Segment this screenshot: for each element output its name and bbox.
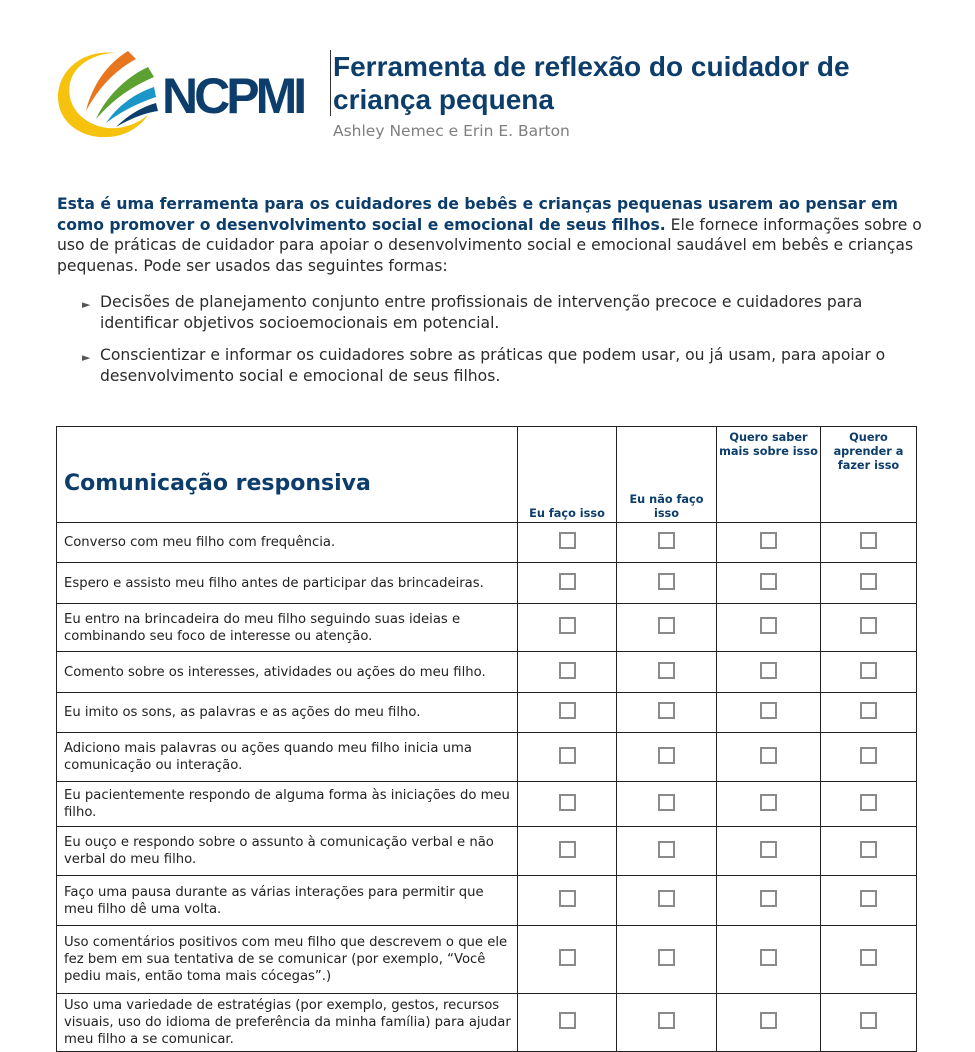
column-header-know-more: Quero saber mais sobre isso (717, 427, 821, 523)
checkbox-cell (821, 693, 917, 733)
table-header-row (57, 427, 917, 523)
checkbox-cell (717, 563, 821, 604)
checkbox-cell (617, 926, 717, 994)
checkbox-cell (617, 733, 717, 782)
column-header-learn: Quero aprender a fazer isso (821, 427, 917, 523)
table-row (57, 693, 917, 733)
know-more-checkbox[interactable] (760, 702, 777, 719)
dont-checkbox[interactable] (658, 702, 675, 719)
checkbox-cell (518, 876, 617, 926)
intro-paragraph (57, 194, 927, 276)
dont-checkbox[interactable] (658, 1012, 675, 1029)
do-checkbox[interactable] (559, 747, 576, 764)
know-more-checkbox[interactable] (760, 573, 777, 590)
checkbox-cell (821, 876, 917, 926)
dont-checkbox[interactable] (658, 949, 675, 966)
logo-text: NCPMI (162, 68, 304, 124)
triangle-bullet-icon: ► (82, 298, 91, 311)
usage-list (80, 292, 930, 398)
learn-checkbox[interactable] (860, 532, 877, 549)
triangle-bullet-icon: ► (82, 351, 91, 364)
checkbox-cell (518, 652, 617, 693)
dont-checkbox[interactable] (658, 532, 675, 549)
checkbox-cell (717, 733, 821, 782)
know-more-checkbox[interactable] (760, 617, 777, 634)
ncpmi-logo (56, 47, 306, 142)
checkbox-cell (821, 652, 917, 693)
checkbox-cell (821, 994, 917, 1052)
do-checkbox[interactable] (559, 573, 576, 590)
reflection-checklist (56, 426, 917, 1052)
list-item (80, 292, 930, 333)
know-more-checkbox[interactable] (760, 794, 777, 811)
do-checkbox[interactable] (559, 662, 576, 679)
checkbox-cell (617, 652, 717, 693)
table-row (57, 994, 917, 1052)
learn-checkbox[interactable] (860, 1012, 877, 1029)
checkbox-cell (617, 523, 717, 563)
do-checkbox[interactable] (559, 1012, 576, 1029)
practice-statement: Uso comentários positivos com meu filho que descrevem o que ele fez bem em sua tentativa de se comunicar (por exemplo, “Você pediu mais, então toma mais cócegas”.) (57, 926, 518, 994)
table-row (57, 782, 917, 827)
table-row (57, 926, 917, 994)
list-item-text: Decisões de planejamento conjunto entre profissionais de intervenção precoce e cuidadores para identificar objetivos socioemocionais em potencial. (100, 293, 863, 332)
dont-checkbox[interactable] (658, 794, 675, 811)
checkbox-cell (617, 693, 717, 733)
checkbox-cell (717, 693, 821, 733)
checkbox-cell (617, 994, 717, 1052)
checkbox-cell (821, 604, 917, 652)
ncpmi-logo-icon (56, 47, 166, 142)
checkbox-cell (518, 782, 617, 827)
intro-body: Ele fornece informações sobre o uso de práticas de cuidador para apoiar o desenvolvimento social e emocional saudável em bebês e crianças pequenas. Pode ser usados das seguintes formas: (57, 215, 922, 275)
table-row (57, 523, 917, 563)
table-row (57, 876, 917, 926)
do-checkbox[interactable] (559, 617, 576, 634)
checkbox-cell (717, 604, 821, 652)
learn-checkbox[interactable] (860, 841, 877, 858)
intro-lead: Esta é uma ferramenta para os cuidadores de bebês e crianças pequenas usarem ao pensar em como promover o desenvolvimento social e emocional de seus filhos. (57, 195, 898, 234)
checkbox-cell (518, 926, 617, 994)
know-more-checkbox[interactable] (760, 662, 777, 679)
checkbox-cell (821, 782, 917, 827)
know-more-checkbox[interactable] (760, 841, 777, 858)
practice-statement: Faço uma pausa durante as várias interações para permitir que meu filho dê uma volta. (57, 876, 518, 926)
practice-statement: Eu ouço e respondo sobre o assunto à comunicação verbal e não verbal do meu filho. (57, 827, 518, 876)
know-more-checkbox[interactable] (760, 949, 777, 966)
checkbox-cell (518, 693, 617, 733)
do-checkbox[interactable] (559, 841, 576, 858)
checkbox-cell (717, 876, 821, 926)
checkbox-cell (518, 827, 617, 876)
list-item (80, 345, 930, 386)
dont-checkbox[interactable] (658, 662, 675, 679)
dont-checkbox[interactable] (658, 890, 675, 907)
practice-statement: Eu imito os sons, as palavras e as ações do meu filho. (57, 693, 518, 733)
learn-checkbox[interactable] (860, 702, 877, 719)
know-more-checkbox[interactable] (760, 532, 777, 549)
checkbox-cell (717, 652, 821, 693)
checkbox-cell (717, 827, 821, 876)
do-checkbox[interactable] (559, 702, 576, 719)
do-checkbox[interactable] (559, 532, 576, 549)
table-row (57, 604, 917, 652)
document-title: Ferramenta de reflexão do cuidador de criança pequena (330, 50, 933, 116)
practice-statement: Eu entro na brincadeira do meu filho seguindo suas ideias e combinando seu foco de interesse ou atenção. (57, 604, 518, 652)
table-row (57, 827, 917, 876)
practice-statement: Espero e assisto meu filho antes de participar das brincadeiras. (57, 563, 518, 604)
checkbox-cell (617, 563, 717, 604)
table-row (57, 563, 917, 604)
checkbox-cell (717, 523, 821, 563)
checkbox-cell (518, 994, 617, 1052)
learn-checkbox[interactable] (860, 794, 877, 811)
practice-statement: Converso com meu filho com frequência. (57, 523, 518, 563)
do-checkbox[interactable] (559, 890, 576, 907)
checkbox-cell (518, 733, 617, 782)
learn-checkbox[interactable] (860, 617, 877, 634)
checkbox-cell (518, 523, 617, 563)
learn-checkbox[interactable] (860, 949, 877, 966)
table-row (57, 733, 917, 782)
learn-checkbox[interactable] (860, 747, 877, 764)
dont-checkbox[interactable] (658, 747, 675, 764)
know-more-checkbox[interactable] (760, 747, 777, 764)
checkbox-cell (717, 782, 821, 827)
practice-statement: Adiciono mais palavras ou ações quando meu filho inicia uma comunicação ou interação. (57, 733, 518, 782)
checkbox-cell (617, 876, 717, 926)
learn-checkbox[interactable] (860, 890, 877, 907)
practice-statement: Uso uma variedade de estratégias (por exemplo, gestos, recursos visuais, uso do idioma de preferência da minha família) para ajudar meu filho a se comunicar. (57, 994, 518, 1052)
table-row (57, 652, 917, 693)
checkbox-cell (821, 827, 917, 876)
header (333, 50, 933, 140)
checkbox-cell (717, 994, 821, 1052)
column-header-dont: Eu não faço isso (617, 427, 717, 523)
checkbox-cell (518, 604, 617, 652)
checkbox-cell (617, 827, 717, 876)
section-title: Comunicação responsiva (57, 427, 518, 523)
checkbox-cell (617, 782, 717, 827)
checkbox-cell (518, 563, 617, 604)
practice-statement: Eu pacientemente respondo de alguma forma às iniciações do meu filho. (57, 782, 518, 827)
checkbox-cell (821, 926, 917, 994)
dont-checkbox[interactable] (658, 573, 675, 590)
checkbox-cell (821, 733, 917, 782)
know-more-checkbox[interactable] (760, 1012, 777, 1029)
learn-checkbox[interactable] (860, 662, 877, 679)
checkbox-cell (821, 523, 917, 563)
do-checkbox[interactable] (559, 949, 576, 966)
do-checkbox[interactable] (559, 794, 576, 811)
dont-checkbox[interactable] (658, 841, 675, 858)
dont-checkbox[interactable] (658, 617, 675, 634)
checkbox-cell (717, 926, 821, 994)
practice-statement: Comento sobre os interesses, atividades ou ações do meu filho. (57, 652, 518, 693)
list-item-text: Conscientizar e informar os cuidadores sobre as práticas que podem usar, ou já usam, para apoiar o desenvolvimento social e emocional de seus filhos. (100, 346, 886, 385)
column-header-do: Eu faço isso (518, 427, 617, 523)
know-more-checkbox[interactable] (760, 890, 777, 907)
checkbox-cell (617, 604, 717, 652)
checkbox-cell (821, 563, 917, 604)
learn-checkbox[interactable] (860, 573, 877, 590)
authors: Ashley Nemec e Erin E. Barton (333, 122, 570, 140)
